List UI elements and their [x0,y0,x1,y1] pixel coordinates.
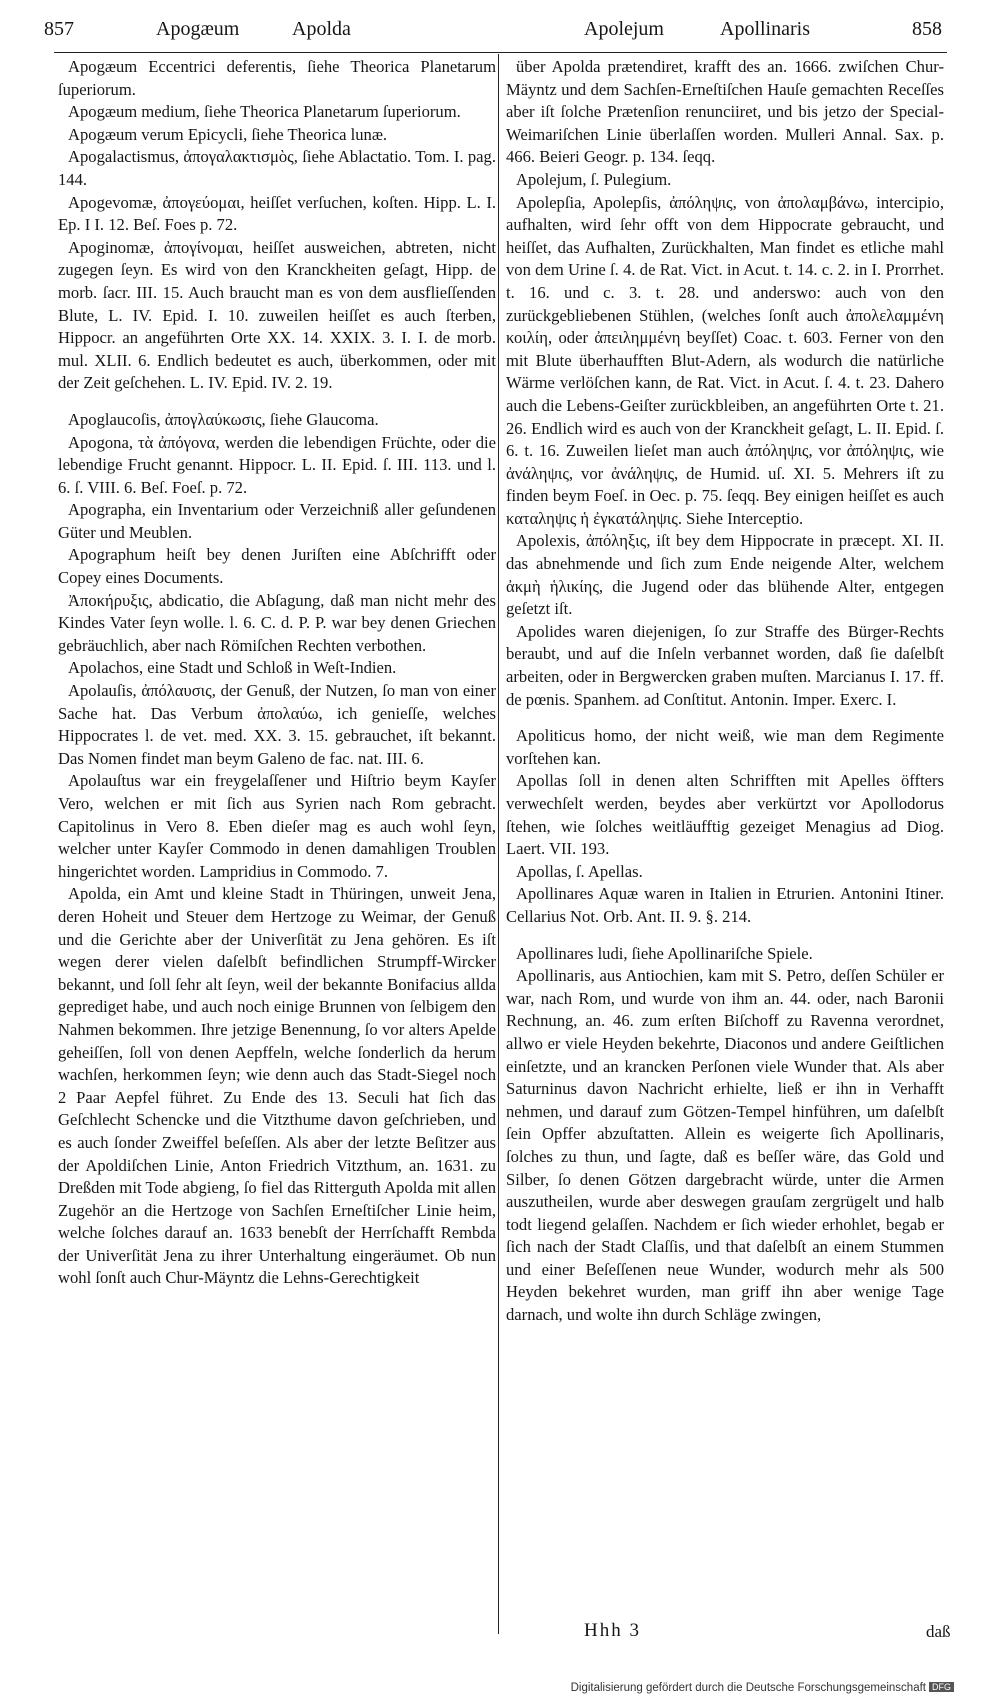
right-column [506,56,944,1327]
dictionary-entry: Apolachos, eine Stadt und Schloß in Weſt-Indien. [68,658,397,678]
right-headword-1: Apolejum [584,18,664,40]
dictionary-entry: Apolauſtus war ein freygelaſſener und Hiſtrio beym Kayſer Vero, welchen er mit ſich aus Syrien nach Rom gebracht. Capitolinus in Vero 8. Eben dieſer mag es auch wohl ſeyn, welcher unter Kayſer Commodo in denen damahligen Troublen hingerichtet worden. Lampridius in Commodo. 7. [58,771,496,881]
dictionary-entry: Apollinares Aquæ waren in Italien in Etrurien. Antonini Itiner. Cellarius Not. Orb. Ant. II. 9. §. 214. [506,884,944,926]
dictionary-entry: Apollinaris, aus Antiochien, kam mit S. Petro, deſſen Schüler er war, nach Rom, und wurde von ihm an. 44. oder, nach Baronii Rechnung, an. 46. zum erſten Biſchoff zu Ravenna verordnet, allwo er viele Heyden bekehrte, Diaconos und andere Geiſtlichen einſetzte, und an krancken Perſonen viele Wunder that. Als aber Saturninus davon Nachricht erhielte, ließ er ihn in Verhafft nehmen, und darauf zum Götzen-Tempel hinführen, um daſelbſt ſein Opffer abzuſtatten. Allein es weigerte ſich Apollinaris, ſolches zu thun, und ſagte, daß es beſſer wäre, das Gold und Silber, ſo denen Götzen dargebracht würde, unter die Armen auszutheilen, wurde aber deswegen grauſam zergrügelt und halb todt liegend gelaſſen. Nachdem er ſich wieder erhohlet, begab er ſich nach der Stadt Claſſis, und that daſelbſt an einem Stummen und einer Beſeſſenen neue Wunder, wodurch mehr als 500 Heyden bekehret wurden, man griff ihn aber wenige Tage darnach, und wolte ihn durch Schläge zwingen, [506,966,944,1325]
dfg-logo-badge: DFG [929,1682,954,1692]
dictionary-entry: Apollas ſoll in denen alten Schrifften mit Apelles öffters verwechſelt werden, beydes aber verkürtzt vor Apollodorus ſtehen, wie ſolches weitläufftig gezeiget Menagius ad Diog. Laert. VII. 193. [506,771,944,859]
header-rule [54,52,947,53]
dictionary-entry: Apolda, ein Amt und kleine Stadt in Thüringen, unweit Jena, deren Hoheit und Steuer dem Hertzoge zu Weimar, der Genuß und die Gerichte aber der Univerſität zu Jena gehören. Es iſt wegen derer vielen daſelbſt befindlichen Strumpff-Wircker bekannt, und ſoll ſehr alt ſeyn, weil der bekannte Bonifacius allda geprediget habe, und auch noch einige Brunnen von ſelbigem den Nahmen bekommen. Ihre jetzige Benennung, ſo vor alters Apelde geheiſſen, ſoll von denen Aepffeln, welche ſonderlich da herum wachſen, herkommen ſeyn; wie denn auch das Stadt-Siegel noch 2 Paar Aepfel führet. Zu Ende des 13. Seculi hat ſich das Geſchlecht Schencke und die Vitzthume davon geſchrieben, und es auch ſonder Zweiffel beſeſſen. Als aber der letzte Beſitzer aus der Apoldiſchen Linie, Anton Friedrich Vitzthum, an. 1631. zu Dreßden mit Tode abgieng, ſo fiel das Ritterguth Apolda mit allen Zugehör an die Hertzoge von Sachſen Erneſtiſcher Linie heim, welche ſolches darauf an. 1633 benebſt der Herrſchafft Rembda der Univerſität Jena zu ihrer Unterhaltung eingeräumet. Ob nun wohl ſonſt auch Chur-Mäyntz die Lehns-Gerechtigkeit [58,884,496,1288]
left-page-number: 857 [44,18,74,40]
right-headword-2: Apollinaris [720,18,810,40]
dictionary-entry: Apolejum, ſ. Pulegium. [516,169,672,189]
dictionary-entry: Apollas, ſ. Apellas. [516,861,643,881]
dictionary-entry: Apolexis, ἀπόληξις, iſt bey dem Hippocrate in præcept. XI. II. das abnehmende und ſich zum Ende neigende Alter, welchem ἀκμὴ ἡλικίης, die Jugend oder das blühende Alter, entgegen geſetzt iſt. [506,531,944,619]
catchword: daß [926,1622,951,1641]
dictionary-entry: Apogæum Eccentrici deferentis, ſiehe Theorica Planetarum ſuperiorum. [58,57,496,99]
dictionary-entry: Apogevomæ, ἀπογεύομαι, heiſſet verſuchen, koſten. Hipp. L. I. Ep. I I. 12. Beſ. Foes p. 72. [58,192,496,235]
running-header [44,18,954,48]
dictionary-entry: Apographa, ein Inventarium oder Verzeichniß aller geſundenen Güter und Meublen. [58,500,496,542]
dictionary-entry: Ἀποκήρυξις, abdicatio, die Abſagung, daß man nicht mehr des Kindes Vater ſeyn wolle. l. 6. C. d. P. P. war bey denen Griechen gebräuchlich, aber nach Römiſchen Rechten verbothen. [58,590,496,655]
dictionary-entry: Apoliticus homo, der nicht weiß, wie man dem Regimente vorſtehen kan. [506,726,944,768]
right-page-number: 858 [912,18,942,40]
dictionary-entry: Apolepſia, Apolepſis, ἀπόληψις, von ἀπολαμβάνω, intercipio, aufhalten, wird ſehr offt von dem Hippocrate gebraucht, und heiſſet, das Aufhalten, Zurückhalten, Man findet es etliche mahl von dem Urine ſ. 4. de Rat. Vict. in Acut. t. 14. c. 2. in I. Prorrhet. t. 16. und c. 3. t. 28. und anderswo: auch von den zurückgebliebenen Stühlen, (welches ſonſt auch ἀπολελαμμένη κοιλίη, oder ἀπειλημμένη beyſſet) Coac. t. 603. Ferner von den mit Blute überhaufften Blut-Adern, als wodurch die natürliche Wärme verlöſchen kann, de Rat. Vict. in Acut. ſ. 4. t. 23. Dahero auch die Lebens-Geiſter zurückbleiben, an angeführten Orte t. 21. 26. Endlich wird es auch von der Kranckheit geſagt, L. II. Epid. ſ. 6. t. 16. Zuweilen lieſet man auch ἀπόληψις, vor ἀπόληψις, wie ἀνάληψις, vor ἀνάληψις, de Humid. uſ. XI. 5. Mehrers iſt zu finden beym Foeſ. in Oec. p. 75. ſeqq. Bey einigen heiſſet es auch καταληψις ἡ ἐγκατάληψις. Siehe Interceptio. [506,192,944,528]
dictionary-entry: über Apolda prætendiret, krafft des an. 1666. zwiſchen Chur-Mäyntz und dem Sachſen-Erneſtiſchen Hauſe gemachten Receſſes aber iſt ſolche Prætenſion renunciiret, und bis jetzo der Special-Weimariſchen Linie überlaſſen worden. Mulleri Annal. Sax. p. 466. Beieri Geogr. p. 134. ſeqq. [506,57,944,167]
dictionary-entry: Apolides waren diejenigen, ſo zur Straffe des Bürger-Rechts beraubt, und auf die Inſeln verbannet worden, daß ſie daſelbſt arbeiten, oder in Bergwercken graben muſten. Marcianus I. 17. ff. de pœnis. Spanhem. ad Conſtitut. Antonin. Imper. Exerc. I. [506,621,944,709]
dictionary-entry: Apogæum verum Epicycli, ſiehe Theorica lunæ. [68,124,388,144]
signature-mark: Hhh 3 [584,1620,641,1641]
dictionary-entry: Apogæum medium, ſiehe Theorica Planetarum ſuperiorum. [68,102,461,122]
digitization-credit [571,1682,954,1694]
dictionary-entry: Apographum heiſt bey denen Juriſten eine Abſchrifft oder Copey eines Documents. [58,545,496,588]
dictionary-entry: Apogalactismus, ἀπογαλακτισμὸς, ſiehe Ablactatio. Tom. I. pag. 144. [58,147,496,189]
dictionary-entry: Apolauſis, ἀπόλαυσις, der Genuß, der Nutzen, ſo man von einer Sache hat. Das Verbum ἀπολαύω, ich genieſſe, welches Hippocrates l. de vet. med. XX. 3. 15. gebrauchet, iſt bekannt. Das Nomen findet man beym Galeno de fac. nat. III. 6. [58,681,496,768]
left-column [58,56,496,1290]
credit-text: Digitalisierung gefördert durch die Deutsche Forschungsgemeinschaft [570,1682,926,1694]
left-headword-1: Apogæum [156,18,240,40]
dictionary-entry: Apollinares ludi, ſiehe Apollinariſche Spiele. [516,943,813,963]
left-headword-2: Apolda [292,18,351,40]
dictionary-entry: Apoginomæ, ἀπογίνομαι, heiſſet ausweichen, abtreten, nicht zugegen ſeyn. Es wird von den Kranckheiten geſagt, Hipp. de morb. ſacr. III. 15. Auch braucht man es von dem ausflieſſenden Blute, L. IV. Epid. I. 10. zuweilen heiſſet es auch ſterben, Hippocr. an angeführten Orte XX. 14. XXIX. 3. I. I. de morb. mul. XLII. 6. Endlich bedeutet es auch, überkommen, oder mit der Zeit geſchehen. L. IV. Epid. IV. 2. 19. [58,237,496,393]
dictionary-entry: Apogona, τὰ ἀπόγονα, werden die lebendigen Früchte, oder die lebendige Frucht genannt. Hippocr. L. II. Epid. ſ. III. 113. und l. 6. ſ. VIII. 6. Beſ. Foeſ. p. 72. [58,432,496,497]
dictionary-entry: Apoglaucoſis, ἀπογλαύκωσις, ſiehe Glaucoma. [68,409,379,429]
column-divider [498,54,499,1634]
